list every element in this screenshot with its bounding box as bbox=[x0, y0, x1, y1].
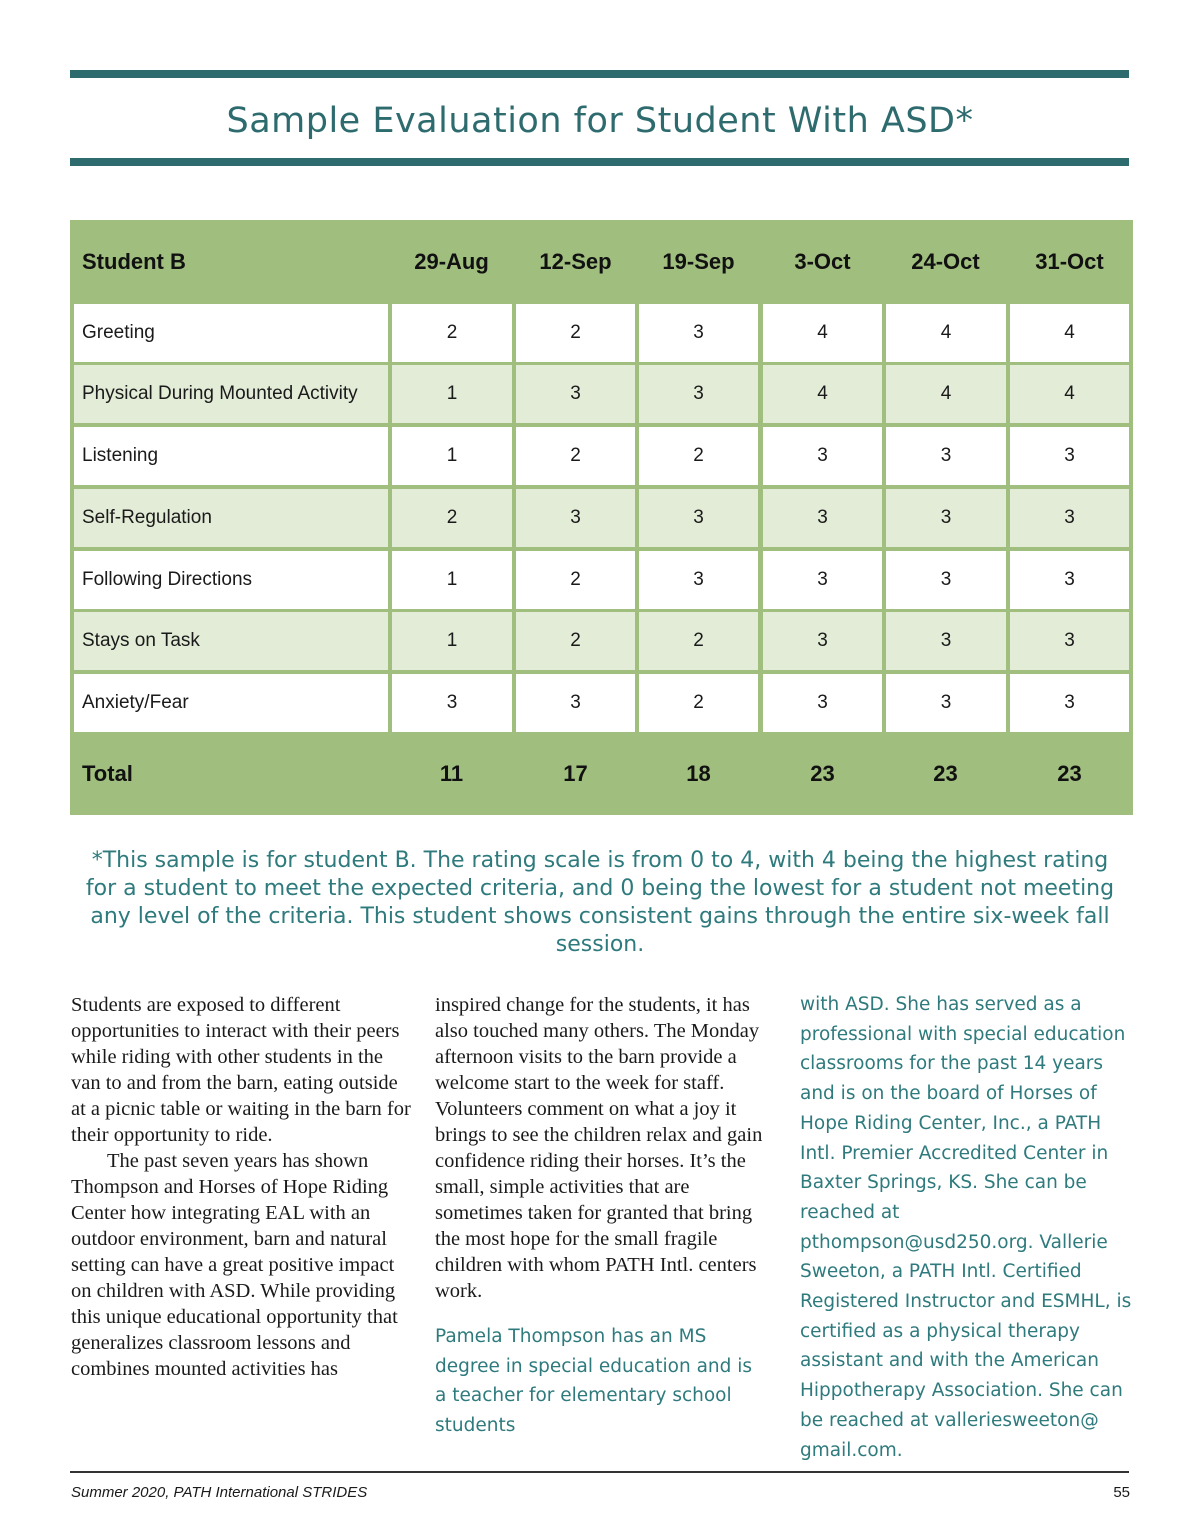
row-label: Listening bbox=[74, 427, 388, 485]
score-cell: 3 bbox=[1010, 427, 1129, 485]
header-date: 3-Oct bbox=[794, 249, 851, 274]
score-cell: 1 bbox=[392, 612, 512, 670]
score-cell: 3 bbox=[1010, 551, 1129, 609]
score-cell: 3 bbox=[886, 674, 1006, 732]
table-row bbox=[74, 674, 1131, 732]
table-row bbox=[74, 304, 1131, 362]
total-value: 11 bbox=[439, 761, 464, 786]
article-paragraph: Students are exposed to different opportunities to interact with their peers while riding with other students in the van to and from the barn, eating outside at a picnic table or waiting in the barn for their opportunity to ride. bbox=[71, 994, 411, 1146]
score-cell: 3 bbox=[886, 489, 1006, 547]
score-cell: 3 bbox=[516, 365, 635, 423]
score-cell: 3 bbox=[763, 551, 882, 609]
page-number: 55 bbox=[1113, 1484, 1130, 1501]
score-cell: 1 bbox=[392, 365, 512, 423]
score-cell: 3 bbox=[392, 674, 512, 732]
score-cell: 1 bbox=[392, 551, 512, 609]
score-cell: 3 bbox=[763, 674, 882, 732]
table-row bbox=[74, 489, 1131, 547]
row-label: Anxiety/Fear bbox=[74, 674, 388, 732]
row-label: Greeting bbox=[74, 304, 388, 362]
score-cell: 4 bbox=[1010, 304, 1129, 362]
score-cell: 3 bbox=[1010, 612, 1129, 670]
score-cell: 3 bbox=[763, 427, 882, 485]
score-cell: 3 bbox=[886, 551, 1006, 609]
top-rule bbox=[70, 70, 1129, 78]
row-label: Self-Regulation bbox=[74, 489, 388, 547]
score-cell: 2 bbox=[516, 612, 635, 670]
page-title: Sample Evaluation for Student With ASD* bbox=[226, 101, 974, 141]
score-cell: 1 bbox=[392, 427, 512, 485]
score-cell: 3 bbox=[886, 612, 1006, 670]
score-cell: 3 bbox=[639, 489, 758, 547]
header-date: 12-Sep bbox=[539, 249, 612, 274]
header-date: 19-Sep bbox=[662, 249, 735, 274]
score-cell: 3 bbox=[763, 612, 882, 670]
header-date: 31-Oct bbox=[1035, 249, 1104, 274]
evaluation-table bbox=[70, 220, 1133, 815]
score-cell: 4 bbox=[886, 365, 1006, 423]
publication-footer: Summer 2020, PATH International STRIDES bbox=[71, 1484, 368, 1501]
header-date: 29-Aug bbox=[414, 249, 489, 274]
total-value: 23 bbox=[810, 761, 835, 786]
row-label: Following Directions bbox=[74, 551, 388, 609]
table-row bbox=[74, 612, 1131, 670]
author-bio: Pamela Thompson has an MS degree in special education and is a teacher for elementary school students bbox=[435, 1326, 753, 1437]
score-cell: 2 bbox=[516, 304, 635, 362]
score-cell: 2 bbox=[392, 304, 512, 362]
header-student: Student B bbox=[82, 249, 186, 274]
article-paragraph: The past seven years has shown Thompson and Horses of Hope Riding Center how integrating EAL with an outdoor environment, barn and natural setting can have a great positive impact on children with ASD. While providing this unique educational opportunity that generalizes classroom lessons and combines mounted activities has bbox=[71, 1150, 398, 1380]
table-total-row bbox=[70, 732, 1133, 815]
row-label: Stays on Task bbox=[74, 612, 388, 670]
score-cell: 3 bbox=[639, 551, 758, 609]
score-cell: 2 bbox=[639, 612, 758, 670]
score-cell: 3 bbox=[1010, 489, 1129, 547]
score-cell: 2 bbox=[392, 489, 512, 547]
score-cell: 3 bbox=[639, 304, 758, 362]
score-cell: 4 bbox=[763, 304, 882, 362]
footer-rule bbox=[70, 1471, 1129, 1473]
total-value: 23 bbox=[1057, 761, 1082, 786]
score-cell: 3 bbox=[1010, 674, 1129, 732]
score-cell: 4 bbox=[763, 365, 882, 423]
score-cell: 3 bbox=[639, 365, 758, 423]
total-value: 17 bbox=[563, 761, 588, 786]
table-row bbox=[74, 365, 1131, 423]
article-column-3 bbox=[800, 990, 1135, 1465]
score-cell: 2 bbox=[516, 551, 635, 609]
article-paragraph: inspired change for the students, it has also touched many others. The Monday afternoon visits to the barn provide a welcome start to the week for staff. Volunteers comment on what a joy it brings to see the children relax and gain confidence riding their horses. It’s the small, simple activities that are sometimes taken for granted that bring the most hope for the small fragile children with whom PATH Intl. centers work. bbox=[435, 994, 763, 1302]
article-column-2 bbox=[435, 992, 767, 1441]
score-cell: 3 bbox=[886, 427, 1006, 485]
score-cell: 3 bbox=[763, 489, 882, 547]
author-bio: with ASD. She has served as a professional with special education classrooms for the past 14 years and is on the board of Horses of Hope Riding Center, Inc., a PATH Intl. Premier Accredited Center in Baxter Springs, KS. She can be reached at pthompson@usd250.org. Vallerie Sweeton, a PATH Intl. Certified Registered Instructor and ESMHL, is certified as a physical therapy assistant and with the American Hippotherapy Association. She can be reached at valleriesweeton@ gmail.com. bbox=[800, 994, 1132, 1461]
score-cell: 2 bbox=[516, 427, 635, 485]
table-row bbox=[74, 551, 1131, 609]
header-date: 24-Oct bbox=[911, 249, 980, 274]
table-footnote: *This sample is for student B. The rating scale is from 0 to 4, with 4 being the highest rating for a student to meet the expected criteria, and 0 being the lowest for a student not meeting any level of the criteria. This student shows consistent gains through the entire six-week fall session. bbox=[85, 848, 1115, 957]
table-header bbox=[70, 220, 1133, 302]
table-row bbox=[74, 427, 1131, 485]
total-value: 23 bbox=[933, 761, 958, 786]
score-cell: 4 bbox=[886, 304, 1006, 362]
score-cell: 3 bbox=[516, 489, 635, 547]
article-column-1 bbox=[71, 992, 411, 1382]
title-rule bbox=[70, 158, 1129, 166]
row-label: Physical During Mounted Activity bbox=[74, 365, 388, 423]
score-cell: 3 bbox=[516, 674, 635, 732]
score-cell: 2 bbox=[639, 427, 758, 485]
score-cell: 4 bbox=[1010, 365, 1129, 423]
total-value: 18 bbox=[686, 761, 711, 786]
score-cell: 2 bbox=[639, 674, 758, 732]
total-label: Total bbox=[82, 761, 133, 786]
